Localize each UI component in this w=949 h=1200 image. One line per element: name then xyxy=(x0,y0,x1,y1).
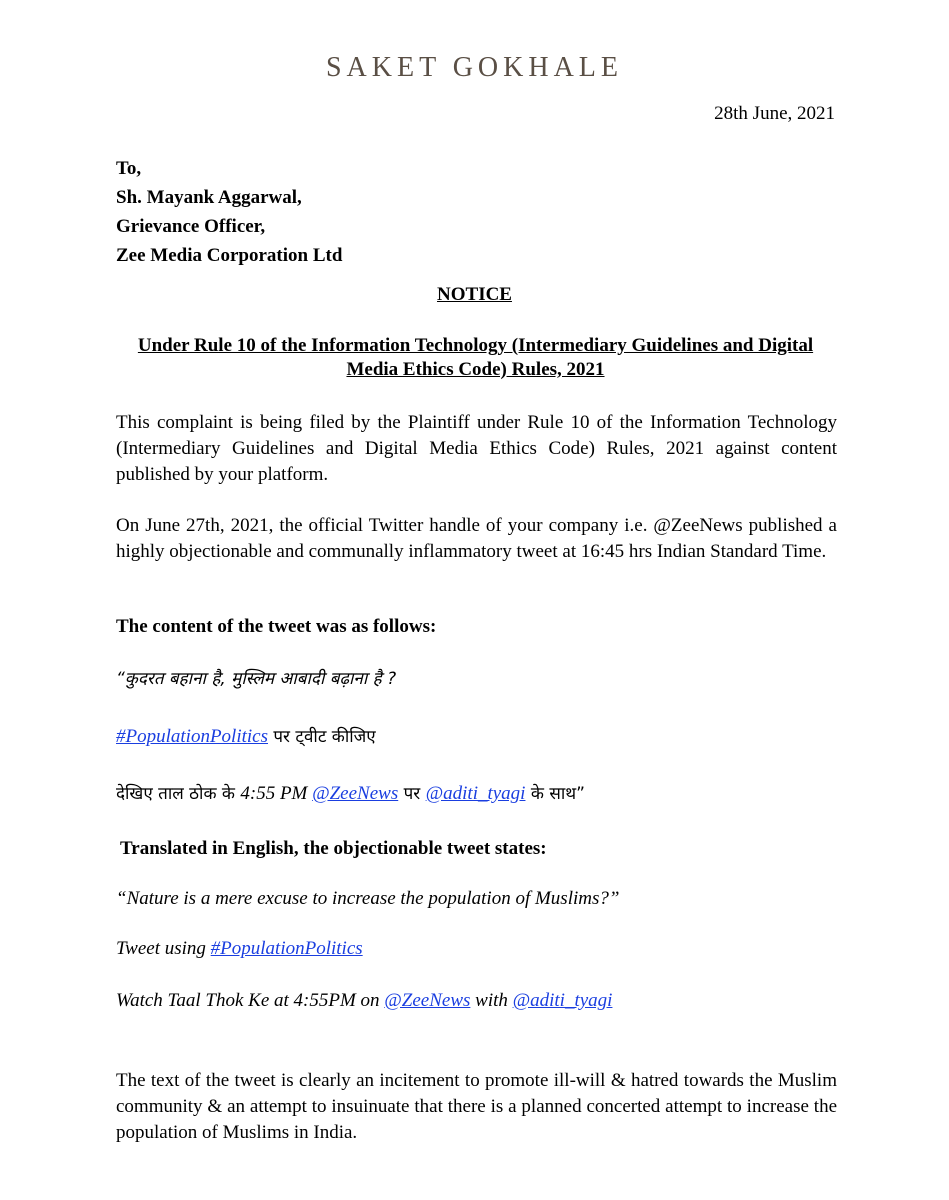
english-tweet-line-2 xyxy=(116,938,363,960)
tweet-content-heading: The content of the tweet was as follows: xyxy=(116,616,437,637)
letterhead-name: SAKET GOKHALE xyxy=(325,52,624,83)
english-tweet-line-1: “Nature is a mere excuse to increase the population of Muslims?” xyxy=(116,888,620,909)
hindi-tweet-line-3 xyxy=(116,781,585,805)
aditi-tyagi-link[interactable]: @aditi_tyagi xyxy=(512,990,613,1011)
hindi-tweet-line-2 xyxy=(116,724,376,748)
hindi-text: पर xyxy=(398,784,426,804)
paragraph-tweet-details: On June 27th, 2021, the official Twitter handle of your company i.e. @ZeeNews published a highly objectionable and communally inflammatory tweet at 16:45 hrs Indian Standard Time. xyxy=(116,515,837,562)
translation-heading: Translated in English, the objectionable tweet states: xyxy=(120,838,547,859)
time-text: 4:55 PM xyxy=(240,783,313,804)
letter-date: 28th June, 2021 xyxy=(714,103,835,124)
address-line: Zee Media Corporation Ltd xyxy=(116,245,343,266)
english-tweet-line-3 xyxy=(116,990,612,1012)
address-line: To, xyxy=(116,158,142,179)
hindi-text: पर ट्वीट कीजिए xyxy=(268,727,376,747)
address-line: Grievance Officer, xyxy=(116,216,266,237)
address-line: Sh. Mayank Aggarwal, xyxy=(116,187,302,208)
rule-title: Under Rule 10 of the Information Technology (Intermediary Guidelines and Digital Media Ethics Code) Rules, 2021 xyxy=(137,335,814,380)
hindi-quote-text: “कुदरत बहाना है, मुस्लिम आबादी बढ़ाना है ? xyxy=(116,669,397,689)
english-text: with xyxy=(470,990,513,1011)
english-text: Tweet using xyxy=(116,938,211,959)
hindi-text: के साथ” xyxy=(525,784,585,804)
english-text: Watch Taal Thok Ke at 4:55PM on xyxy=(116,990,385,1011)
aditi-tyagi-link[interactable]: @aditi_tyagi xyxy=(425,783,526,804)
recipient-address xyxy=(116,154,342,270)
paragraph-conclusion: The text of the tweet is clearly an incitement to promote ill-will & hatred towards the Muslim community & an attempt to insuinuate that there is a planned concerted attempt to increase the population of Muslims in India. xyxy=(116,1070,837,1143)
zeenews-link[interactable]: @ZeeNews xyxy=(384,990,471,1011)
hashtag-link[interactable]: #PopulationPolitics xyxy=(116,726,268,747)
notice-title: NOTICE xyxy=(437,284,512,305)
paragraph-complaint: This complaint is being filed by the Plaintiff under Rule 10 of the Information Technology (Intermediary Guidelines and Digital Media Ethics Code) Rules, 2021 against content published by your platform. xyxy=(116,412,837,485)
hindi-tweet-line-1 xyxy=(116,666,396,689)
hindi-text: देखिए ताल ठोक के xyxy=(116,784,241,804)
hashtag-link[interactable]: #PopulationPolitics xyxy=(210,938,363,959)
zeenews-link[interactable]: @ZeeNews xyxy=(312,783,399,804)
